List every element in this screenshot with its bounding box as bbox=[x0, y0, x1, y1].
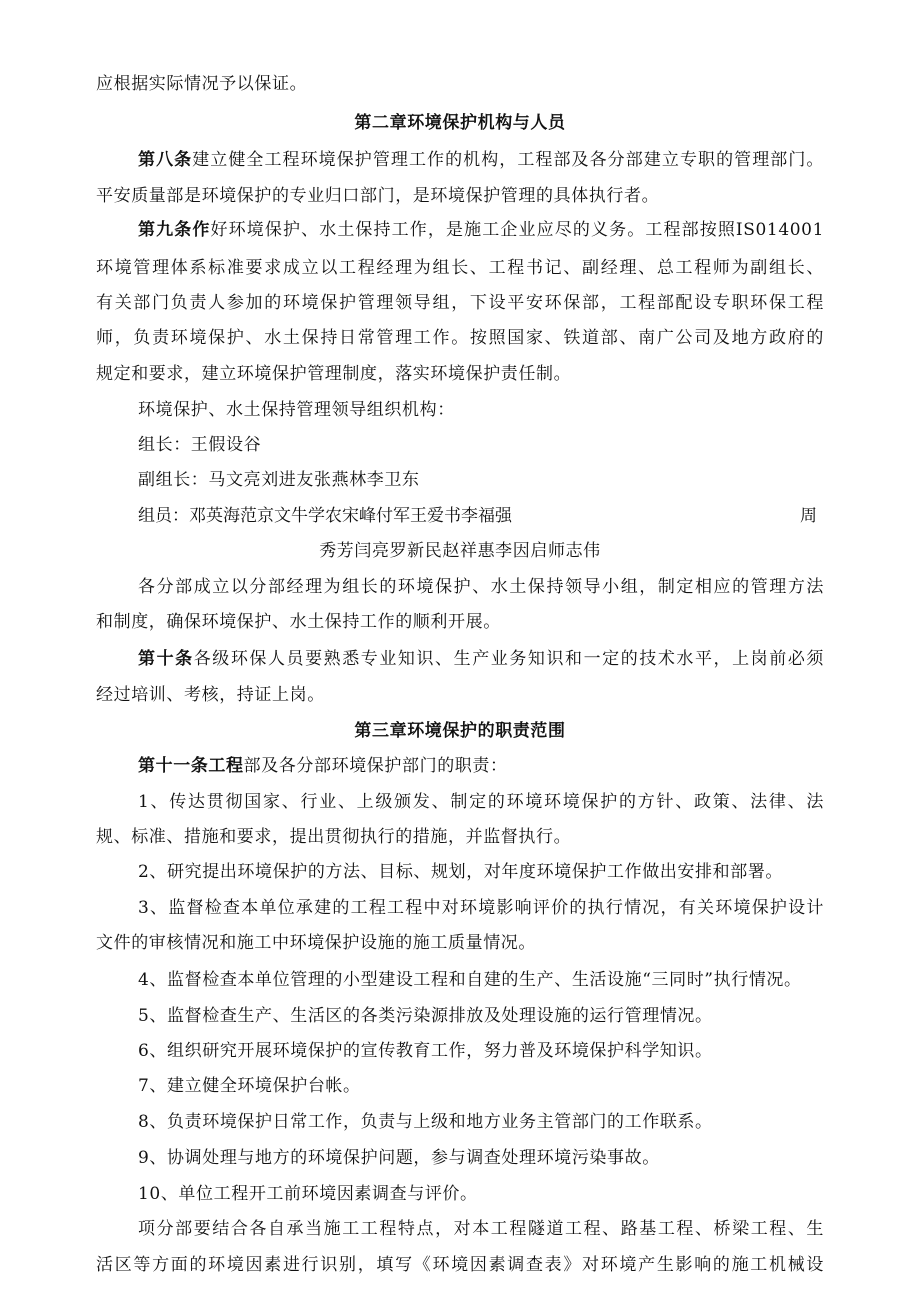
text-line: 规、标准、措施和要求，提出贯彻执行的措施，并监督执行。 bbox=[96, 827, 572, 847]
list-item: 2、研究提出环境保护的方法、目标、规划，对年度环境保护工作做出安排和部署。 bbox=[138, 862, 784, 882]
chapter-2-heading: 第二章环境保护机构与人员 bbox=[354, 113, 566, 133]
article-9-label: 第九条作 bbox=[138, 220, 211, 240]
text-line: 文件的审核情况和施工中环境保护设施的施工质量情况。 bbox=[96, 933, 536, 953]
text-line: 和制度，确保环境保护、水土保持工作的顺利开展。 bbox=[96, 612, 501, 632]
text-line: 项分部要结合各自承当施工工程特点，对本工程隧道工程、路基工程、桥梁工程、生 bbox=[138, 1219, 824, 1239]
article-10 bbox=[138, 649, 824, 669]
article-10-label: 第十条 bbox=[138, 649, 194, 669]
text-line: 师，负责环境保护、水土保持日常管理工作。按照国家、铁道部、南广公司及地方政府的 bbox=[96, 328, 824, 348]
list-item: 1、传达贯彻国家、行业、上级颁发、制定的环境环境保护的方针、政策、法律、法 bbox=[138, 792, 824, 812]
text-line: 应根据实际情况予以保证。 bbox=[96, 74, 308, 94]
leader-line: 组长：王假设谷 bbox=[138, 435, 262, 455]
text-line: 经过培训、考核，持证上岗。 bbox=[96, 685, 325, 705]
article-10-text: 各级环保人员要熟悉专业知识、生产业务知识和一定的技术水平，上岗前必须 bbox=[193, 649, 824, 669]
members-trailing-name: 周 bbox=[800, 506, 817, 526]
list-item: 3、监督检查本单位承建的工程工程中对环境影响评价的执行情况，有关环境保护设计 bbox=[138, 898, 824, 918]
org-title: 环境保护、水土保持管理领导组织机构： bbox=[138, 400, 455, 420]
deputy-line: 副组长：马文亮刘进友张燕林李卫东 bbox=[138, 470, 420, 490]
article-8 bbox=[138, 150, 824, 170]
article-9-text: 好环境保护、水土保持工作，是施工企业应尽的义务。工程部按照IS014001 bbox=[210, 220, 824, 240]
list-item: 5、监督检查生产、生活区的各类污染源排放及处理设施的运行管理情况。 bbox=[138, 1006, 713, 1026]
text-line: 平安质量部是环境保护的专业归口部门，是环境保护管理的具体执行者。 bbox=[96, 186, 660, 206]
article-9 bbox=[138, 220, 824, 240]
text-line: 活区等方面的环境因素进行识别，填写《环境因素调查表》对环境产生影响的施工机械设 bbox=[96, 1255, 824, 1275]
article-11-text: 部及各分部环境保护部门的职责： bbox=[243, 756, 508, 776]
list-item: 4、监督检查本单位管理的小型建设工程和自建的生产、生活设施“三同时”执行情况。 bbox=[138, 970, 802, 990]
members-line-2: 秀芳闫亮罗新民赵祥惠李因启师志伟 bbox=[319, 541, 601, 561]
article-11-label: 第十一条工程 bbox=[138, 756, 244, 776]
article-8-label: 第八条 bbox=[138, 150, 193, 170]
list-item: 6、组织研究开展环境保护的宣传教育工作，努力普及环境保护科学知识。 bbox=[138, 1041, 713, 1061]
article-8-text: 建立健全工程环境保护管理工作的机构，工程部及各分部建立专职的管理部门。 bbox=[192, 150, 824, 170]
members-line: 组员：邓英海范京文牛学农宋峰付军王爱书李福强 bbox=[138, 506, 512, 526]
text-line: 各分部成立以分部经理为组长的环境保护、水土保持领导小组，制定相应的管理方法 bbox=[138, 577, 824, 597]
text-line: 规定和要求，建立环境保护管理制度，落实环境保护责任制。 bbox=[96, 364, 572, 384]
text-line: 有关部门负责人参加的环境保护管理领导组，下设平安环保部，工程部配设专职环保工程 bbox=[96, 293, 824, 313]
list-item: 10、单位工程开工前环境因素调查与评价。 bbox=[138, 1184, 478, 1204]
list-item: 7、建立健全环境保护台帐。 bbox=[138, 1076, 361, 1096]
chapter-3-heading: 第三章环境保护的职责范围 bbox=[354, 721, 566, 741]
text-line: 环境管理体系标准要求成立以工程经理为组长、工程书记、副经理、总工程师为副组长、 bbox=[96, 258, 824, 278]
list-item: 9、协调处理与地方的环境保护问题，参与调查处理环境污染事故。 bbox=[138, 1148, 660, 1168]
list-item: 8、负责环境保护日常工作，负责与上级和地方业务主管部门的工作联系。 bbox=[138, 1112, 713, 1132]
article-11 bbox=[138, 756, 824, 776]
